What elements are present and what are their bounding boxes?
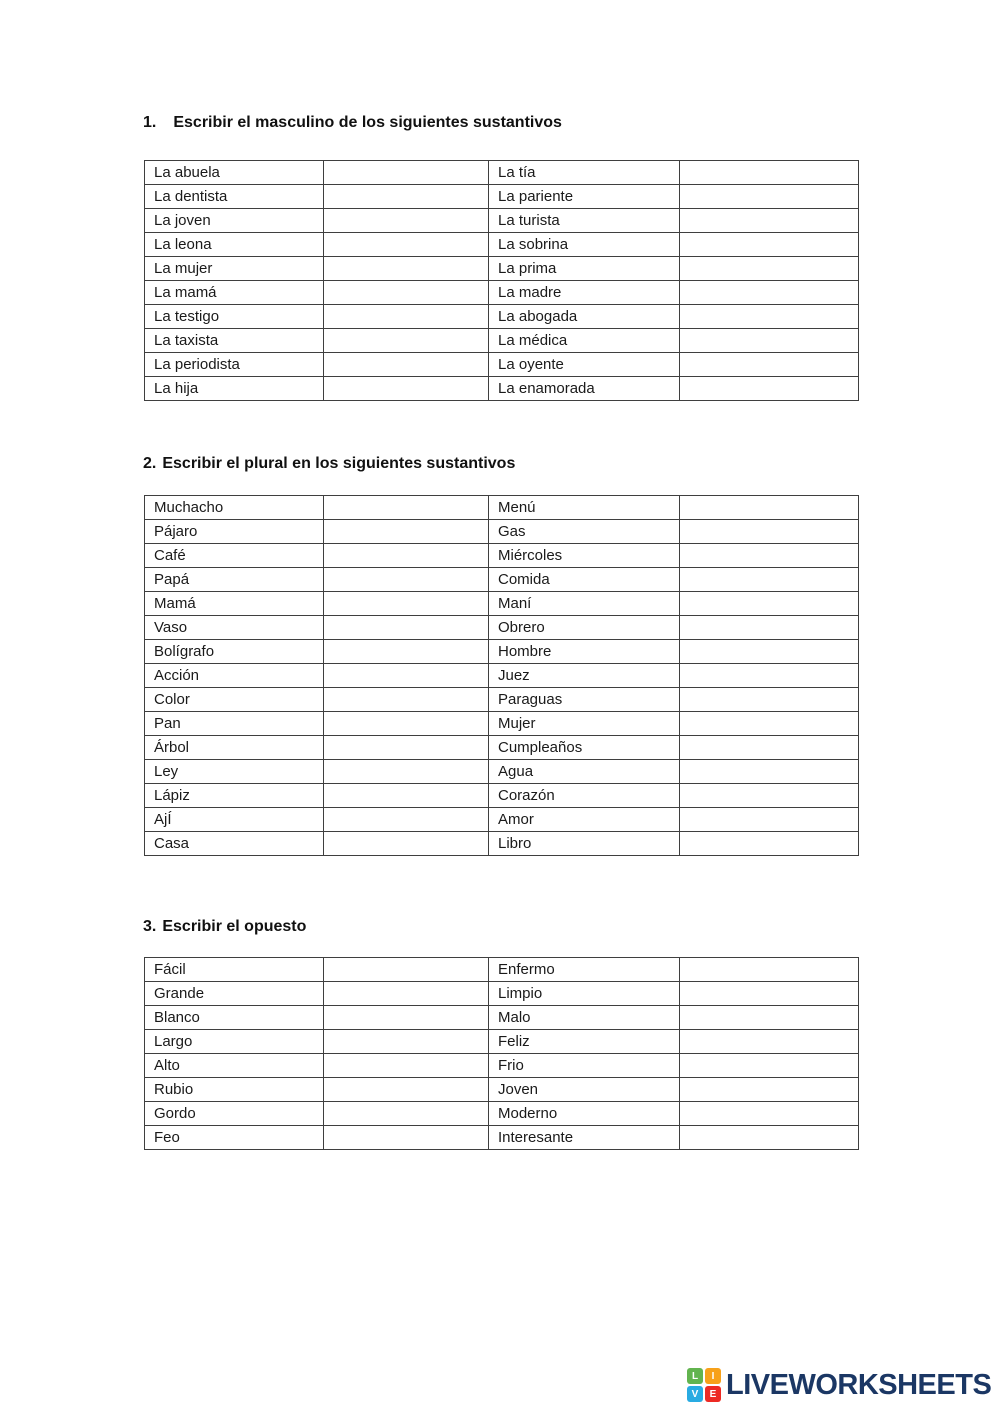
answer-cell[interactable] xyxy=(680,329,859,353)
answer-cell[interactable] xyxy=(324,281,489,305)
answer-cell[interactable] xyxy=(680,568,859,592)
table-row xyxy=(145,832,859,856)
word-cell: Obrero xyxy=(489,616,680,640)
section-3-number: 3. xyxy=(143,918,157,935)
table-row xyxy=(145,784,859,808)
word-cell: Enfermo xyxy=(489,958,680,982)
table-row xyxy=(145,520,859,544)
table-row xyxy=(145,233,859,257)
logo-tile-l: L xyxy=(687,1368,703,1384)
word-cell: Mujer xyxy=(489,712,680,736)
word-cell: Casa xyxy=(145,832,324,856)
answer-cell[interactable] xyxy=(680,736,859,760)
exercise-table-2 xyxy=(144,495,859,856)
table-row xyxy=(145,1102,859,1126)
liveworksheets-icon xyxy=(687,1368,721,1402)
answer-cell[interactable] xyxy=(324,353,489,377)
word-cell: La prima xyxy=(489,257,680,281)
answer-cell[interactable] xyxy=(680,664,859,688)
logo-tile-i: I xyxy=(705,1368,721,1384)
answer-cell[interactable] xyxy=(324,305,489,329)
word-cell: Alto xyxy=(145,1054,324,1078)
word-cell: Paraguas xyxy=(489,688,680,712)
table-row xyxy=(145,616,859,640)
section-2-title: Escribir el plural en los siguientes sustantivos xyxy=(162,455,516,472)
word-cell: Rubio xyxy=(145,1078,324,1102)
table-row xyxy=(145,544,859,568)
answer-cell[interactable] xyxy=(324,712,489,736)
word-cell: La madre xyxy=(489,281,680,305)
word-cell: Joven xyxy=(489,1078,680,1102)
answer-cell[interactable] xyxy=(324,1126,489,1150)
table-row xyxy=(145,640,859,664)
answer-cell[interactable] xyxy=(324,760,489,784)
word-cell: Juez xyxy=(489,664,680,688)
answer-cell[interactable] xyxy=(680,281,859,305)
answer-cell[interactable] xyxy=(680,1126,859,1150)
table-row xyxy=(145,664,859,688)
answer-cell[interactable] xyxy=(680,161,859,185)
answer-cell[interactable] xyxy=(324,640,489,664)
word-cell: Vaso xyxy=(145,616,324,640)
word-cell: La turista xyxy=(489,209,680,233)
answer-cell[interactable] xyxy=(324,784,489,808)
word-cell: La oyente xyxy=(489,353,680,377)
answer-cell[interactable] xyxy=(324,257,489,281)
answer-cell[interactable] xyxy=(680,544,859,568)
word-cell: Feo xyxy=(145,1126,324,1150)
answer-cell[interactable] xyxy=(324,982,489,1006)
word-cell: Largo xyxy=(145,1030,324,1054)
table-row xyxy=(145,377,859,401)
word-cell: Maní xyxy=(489,592,680,616)
answer-cell[interactable] xyxy=(324,161,489,185)
word-cell: Gas xyxy=(489,520,680,544)
table-row xyxy=(145,1126,859,1150)
word-cell: Agua xyxy=(489,760,680,784)
answer-cell[interactable] xyxy=(680,496,859,520)
answer-cell[interactable] xyxy=(324,664,489,688)
answer-cell[interactable] xyxy=(680,616,859,640)
word-cell: Muchacho xyxy=(145,496,324,520)
answer-cell[interactable] xyxy=(324,1102,489,1126)
table-row xyxy=(145,712,859,736)
word-cell: Blanco xyxy=(145,1006,324,1030)
table-row xyxy=(145,688,859,712)
word-cell: Árbol xyxy=(145,736,324,760)
word-cell: La mamá xyxy=(145,281,324,305)
answer-cell[interactable] xyxy=(324,209,489,233)
answer-cell[interactable] xyxy=(324,544,489,568)
word-cell: La abogada xyxy=(489,305,680,329)
word-cell: La leona xyxy=(145,233,324,257)
word-cell: Feliz xyxy=(489,1030,680,1054)
word-cell: La taxista xyxy=(145,329,324,353)
logo-tile-e: E xyxy=(705,1386,721,1402)
answer-cell[interactable] xyxy=(324,377,489,401)
answer-cell[interactable] xyxy=(324,736,489,760)
section-3-heading xyxy=(143,918,306,936)
answer-cell[interactable] xyxy=(324,592,489,616)
word-cell: La hija xyxy=(145,377,324,401)
table-row xyxy=(145,281,859,305)
answer-cell[interactable] xyxy=(680,1006,859,1030)
word-cell: Miércoles xyxy=(489,544,680,568)
word-cell: La mujer xyxy=(145,257,324,281)
table-row xyxy=(145,958,859,982)
section-2-heading xyxy=(143,455,515,473)
answer-cell[interactable] xyxy=(680,712,859,736)
answer-cell[interactable] xyxy=(680,592,859,616)
table-row xyxy=(145,982,859,1006)
answer-cell[interactable] xyxy=(680,982,859,1006)
answer-cell[interactable] xyxy=(324,616,489,640)
word-cell: La enamorada xyxy=(489,377,680,401)
word-cell: La abuela xyxy=(145,161,324,185)
answer-cell[interactable] xyxy=(680,832,859,856)
table-row xyxy=(145,353,859,377)
word-cell: Menú xyxy=(489,496,680,520)
word-cell: La médica xyxy=(489,329,680,353)
table-row xyxy=(145,305,859,329)
logo-tile-v: V xyxy=(687,1386,703,1402)
word-cell: Interesante xyxy=(489,1126,680,1150)
word-cell: La sobrina xyxy=(489,233,680,257)
word-cell: Mamá xyxy=(145,592,324,616)
table-row xyxy=(145,209,859,233)
table-row xyxy=(145,257,859,281)
word-cell: Café xyxy=(145,544,324,568)
table-row xyxy=(145,808,859,832)
section-3-title: Escribir el opuesto xyxy=(162,918,307,935)
answer-cell[interactable] xyxy=(680,1078,859,1102)
table-row xyxy=(145,1030,859,1054)
table-row xyxy=(145,185,859,209)
answer-cell[interactable] xyxy=(324,1006,489,1030)
section-1-title: Escribir el masculino de los siguientes sustantivos xyxy=(173,114,562,131)
liveworksheets-wordmark: LIVEWORKSHEETS xyxy=(726,1369,992,1401)
word-cell: Pan xyxy=(145,712,324,736)
answer-cell[interactable] xyxy=(680,377,859,401)
word-cell: Moderno xyxy=(489,1102,680,1126)
answer-cell[interactable] xyxy=(324,496,489,520)
word-cell: La joven xyxy=(145,209,324,233)
answer-cell[interactable] xyxy=(324,1054,489,1078)
table-row xyxy=(145,568,859,592)
exercise-table-1 xyxy=(144,160,859,401)
word-cell: La dentista xyxy=(145,185,324,209)
table-row xyxy=(145,329,859,353)
answer-cell[interactable] xyxy=(324,958,489,982)
word-cell: Fácil xyxy=(145,958,324,982)
word-cell: Libro xyxy=(489,832,680,856)
word-cell: Frio xyxy=(489,1054,680,1078)
answer-cell[interactable] xyxy=(680,640,859,664)
word-cell: Pájaro xyxy=(145,520,324,544)
answer-cell[interactable] xyxy=(680,1102,859,1126)
answer-cell[interactable] xyxy=(680,185,859,209)
table-row xyxy=(145,1006,859,1030)
word-cell: Malo xyxy=(489,1006,680,1030)
word-cell: Hombre xyxy=(489,640,680,664)
answer-cell[interactable] xyxy=(680,958,859,982)
answer-cell[interactable] xyxy=(324,329,489,353)
word-cell: Bolígrafo xyxy=(145,640,324,664)
answer-cell[interactable] xyxy=(680,760,859,784)
table-row xyxy=(145,760,859,784)
section-2-number: 2. xyxy=(143,455,157,472)
word-cell: Gordo xyxy=(145,1102,324,1126)
answer-cell[interactable] xyxy=(680,784,859,808)
word-cell: La pariente xyxy=(489,185,680,209)
answer-cell[interactable] xyxy=(324,568,489,592)
word-cell: Grande xyxy=(145,982,324,1006)
answer-cell[interactable] xyxy=(324,1030,489,1054)
word-cell: La testigo xyxy=(145,305,324,329)
word-cell: AjÍ xyxy=(145,808,324,832)
answer-cell[interactable] xyxy=(324,233,489,257)
answer-cell[interactable] xyxy=(680,808,859,832)
word-cell: Limpio xyxy=(489,982,680,1006)
answer-cell[interactable] xyxy=(324,688,489,712)
answer-cell[interactable] xyxy=(680,305,859,329)
table-row xyxy=(145,161,859,185)
liveworksheets-logo[interactable] xyxy=(687,1367,991,1403)
word-cell: Papá xyxy=(145,568,324,592)
word-cell: Lápiz xyxy=(145,784,324,808)
answer-cell[interactable] xyxy=(680,1030,859,1054)
word-cell: La tía xyxy=(489,161,680,185)
answer-cell[interactable] xyxy=(680,688,859,712)
answer-cell[interactable] xyxy=(324,1078,489,1102)
table-row xyxy=(145,592,859,616)
answer-cell[interactable] xyxy=(680,520,859,544)
answer-cell[interactable] xyxy=(680,233,859,257)
word-cell: Comida xyxy=(489,568,680,592)
word-cell: Cumpleaños xyxy=(489,736,680,760)
section-1-number: 1. xyxy=(143,114,157,131)
word-cell: Color xyxy=(145,688,324,712)
answer-cell[interactable] xyxy=(324,832,489,856)
table-row xyxy=(145,1054,859,1078)
word-cell: Ley xyxy=(145,760,324,784)
answer-cell[interactable] xyxy=(680,353,859,377)
word-cell: Acción xyxy=(145,664,324,688)
section-1-heading xyxy=(143,114,562,132)
answer-cell[interactable] xyxy=(680,1054,859,1078)
answer-cell[interactable] xyxy=(680,257,859,281)
word-cell: La periodista xyxy=(145,353,324,377)
word-cell: Corazón xyxy=(489,784,680,808)
answer-cell[interactable] xyxy=(324,808,489,832)
answer-cell[interactable] xyxy=(324,185,489,209)
answer-cell[interactable] xyxy=(680,209,859,233)
answer-cell[interactable] xyxy=(324,520,489,544)
table-row xyxy=(145,496,859,520)
word-cell: Amor xyxy=(489,808,680,832)
exercise-table-3 xyxy=(144,957,859,1150)
table-row xyxy=(145,736,859,760)
table-row xyxy=(145,1078,859,1102)
